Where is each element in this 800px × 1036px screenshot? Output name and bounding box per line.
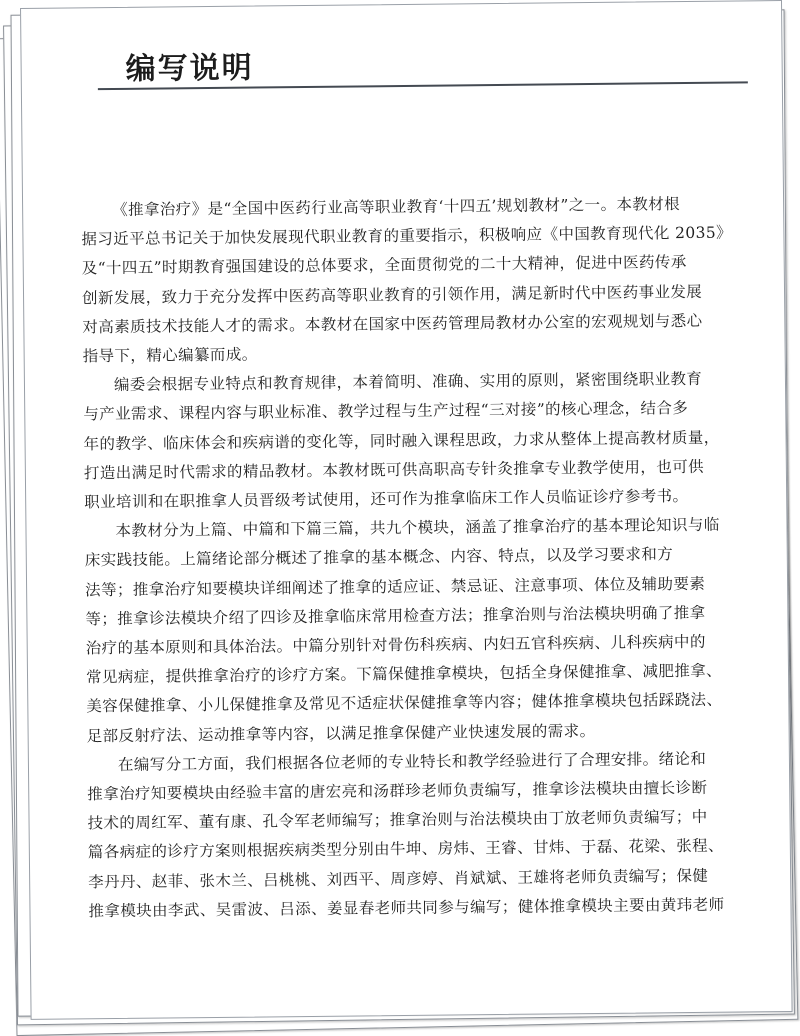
document-page: [20, 0, 793, 1020]
paragraph-4: [87, 744, 731, 926]
text-line: 技术的周红军、董有康、孔令军老师编写；推拿治则与治法模块由丁放老师负责编写；中: [87, 808, 708, 833]
text-line: 与产业需求、课程内容与职业标准、教学过程与生产过程“三对接”的核心理念，结合多: [83, 399, 689, 424]
text-line: 篇各病症的诊疗方案则根据疾病类型分别由牛坤、房炜、王睿、甘炜、于磊、花梁、张程、: [87, 837, 724, 862]
text-line: 美容保健推拿、小儿保健推拿及常见不适症状保健推拿等内容；健体推拿模块包括踩跷法、: [86, 691, 723, 716]
text-line: 据习近平总书记关于加快发展现代职业教育的重要指示，积极响应《中国教育现代化 2035》: [81, 223, 733, 249]
text-line: 推拿模块由李武、吴雷波、吕添、姜显春老师共同参与编写；健体推拿模块主要由黄玮老师: [88, 895, 725, 921]
text-line: 创新发展，致力于充分发挥中医药高等职业教育的引领作用，满足新时代中医药事业发展: [81, 282, 703, 307]
text-line: 年的教学、临床体会和疾病谱的变化等，同时融入课程思政，力求从整体上提高教材质量，: [83, 428, 720, 453]
text-line: 编委会根据专业特点和教育规律，本着简明、准确、实用的原则，紧密围绕职业教育: [113, 370, 703, 395]
text-line: 对高素质技术技能人才的需求。本教材在国家中医药管理局教材办公室的宏观规划与悉心: [82, 311, 703, 337]
text-line: 治疗的基本原则和具体治法。中篇分别针对骨伤科疾病、内妇五官科疾病、儿科疾病中的: [85, 632, 706, 658]
text-line: 李丹丹、赵菲、张木兰、吕桃桃、刘西平、周彦婷、肖斌斌、王雄将老师负责编写；保健: [88, 866, 709, 891]
text-line: 常见病症，提供推拿治疗的诊疗方案。下篇保健推拿模块，包括全身保健推拿、减肥推拿、: [85, 661, 723, 687]
text-line: 推拿治疗知要模块由经验丰富的唐宏亮和汤群珍老师负责编写，推拿诊法模块由擅长诊断: [87, 778, 708, 804]
body-text: [81, 190, 731, 927]
text-line: 及“十四五”时期教育强国建设的总体要求，全面贯彻党的二十大精神，促进中医药传承: [81, 253, 687, 278]
paragraph-3: [84, 511, 728, 751]
paragraph-2: [83, 365, 726, 518]
text-line: 法等；推拿治疗知要模块详细阐述了推拿的适应证、禁忌证、注意事项、体位及辅助要素: [85, 574, 706, 599]
text-line: 等；推拿诊法模块介绍了四诊及推拿临床常用检查方法；推拿治则与治法模块明确了推拿: [85, 603, 706, 629]
text-line: 本教材分为上篇、中篇和下篇三篇，共九个模块，涵盖了推拿治疗的基本理论知识与临: [115, 515, 720, 541]
paragraph-1: [81, 190, 733, 372]
text-line: 《推拿治疗》是“全国中医药行业高等职业教育‘十四五’规划教材”之一。本教材根: [112, 195, 681, 220]
text-line: 职业培训和在职推拿人员晋级考试使用，还可作为推拿临床工作人员临证诊疗参考书。: [84, 487, 689, 512]
page-title: 编写说明: [125, 50, 254, 87]
text-line: 打造出满足时代需求的精品教材。本教材既可供高职高专针灸推拿专业教学使用，也可供: [83, 457, 705, 483]
text-line: 床实践技能。上篇绪论部分概述了推拿的基本概念、内容、特点，以及学习要求和方: [84, 545, 674, 570]
text-line: 指导下，精心编纂而成。: [82, 345, 258, 366]
text-line: 足部反射疗法、运动推拿等内容，以满足推拿保健产业快速发展的需求。: [86, 721, 596, 745]
text-line: 在编写分工方面，我们根据各位老师的专业特长和教学经验进行了合理安排。绪论和: [117, 749, 707, 774]
